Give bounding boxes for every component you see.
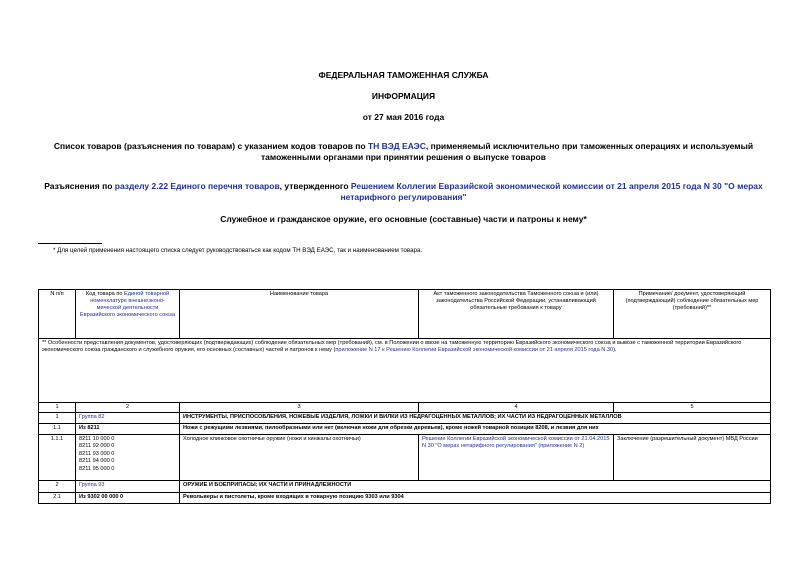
row-code [76, 481, 180, 493]
row-code: Из 8211 [76, 424, 180, 435]
section-subtitle: Служебное и гражданское оружие, его основные (составные) части и патроны к нему* [220, 214, 587, 224]
row-num: 1 [39, 413, 76, 424]
code-item: 8211 10 000 0 [79, 436, 115, 442]
row-name: Холодное клинковое охотничье оружие (ножи и кинжалы охотничьи) [180, 435, 419, 481]
table-row [39, 481, 771, 493]
header-code [76, 290, 180, 339]
table-row [39, 413, 771, 424]
row-num: 1.1 [39, 424, 76, 435]
footnote-text: * Для целей применения настоящего списка следует руководствоваться как кодом ТН ВЭД ЕАЭС, так и наименованием товара. [53, 247, 423, 254]
code-item: 8211 94 000 0 [79, 458, 115, 465]
table-row [39, 435, 771, 481]
column-number: 2 [76, 403, 180, 413]
agency-title: ФЕДЕРАЛЬНАЯ ТАМОЖЕННАЯ СЛУЖБА [318, 70, 489, 80]
row-note: Заключение (разрешительный документ) МВД России [614, 435, 771, 481]
column-numbers-row [39, 403, 771, 413]
row-num: 1.1.1 [39, 435, 76, 481]
code-item: 8211 95 000 0 [79, 465, 115, 472]
explanation-prefix: Разъяснения по [44, 181, 115, 191]
row-name: Ножи с режущими лезвиями, пилообразными или нет (включая ножи для обрезки деревьев), кроме ножей товарной позиции 8208, и лезвия для них [180, 424, 771, 435]
row-code: Из 9302 00 000 0 [76, 493, 180, 504]
section-2-22-link[interactable]: разделу 2.22 Единого перечня товаров [114, 181, 280, 191]
table-note-text: ** Особенности представления документов, удостоверяющих (подтверждающих) соблюдение обязательных мер (требований), см. в Положении о ввозе на таможенную территорию Евразийского экономического союза и вывозе с таможенной территории Евразийского экономического союза гражданского и служебного оружия, его основных (составных) частей и патронов к нему ( [42, 340, 742, 353]
list-title [40, 141, 767, 163]
column-number: 5 [614, 403, 771, 413]
table-note-end: ). [613, 347, 617, 353]
code-item: 8211 92 000 0 [79, 443, 115, 450]
header-name: Наименование товара [180, 290, 419, 339]
table-row [39, 493, 771, 504]
row-code [76, 413, 180, 424]
row-num: 2.1 [39, 493, 76, 504]
list-title-suffix: , применяемый исключительно при таможенных операциях и используемый таможенными органами при принятии решения о выпуске товаров [261, 141, 754, 162]
document-date: от 27 мая 2016 года [362, 112, 445, 122]
header-num: N п/п [39, 290, 76, 339]
explanation-title [40, 181, 767, 203]
header-act: Акт таможенного законодательства Таможенного союза и (или) законодательства Российской Федерации, устанавливающий обязательные требования к товару [419, 290, 614, 339]
table-header-row [39, 290, 771, 339]
document-type-title: ИНФОРМАЦИЯ [371, 91, 436, 101]
group-93-link[interactable]: Группа 93 [79, 482, 105, 488]
tn-ved-link[interactable]: ТН ВЭД ЕАЭС [367, 141, 426, 151]
row-name: ОРУЖИЕ И БОЕПРИПАСЫ; ИХ ЧАСТИ И ПРИНАДЛЕЖНОСТИ [180, 481, 771, 493]
header-note: Примечание/ документ, удостоверяющий (подтверждающий) соблюдение обязательных мер (требований)** [614, 290, 771, 339]
header-code-prefix: Код товара по [85, 291, 125, 297]
row-codes [76, 435, 180, 481]
list-title-prefix: Список товаров (разъяснения по товарам) с указанием кодов товаров по [53, 141, 368, 151]
column-number: 1 [39, 403, 76, 413]
table-note [39, 339, 771, 403]
table-row [39, 424, 771, 435]
group-82-link[interactable]: Группа 82 [79, 414, 105, 420]
row-act [419, 435, 614, 481]
etn-ved-link[interactable]: Единой товарной номенклатуре внешнеэконо-мической деятельности Евразийского экономического союза [79, 291, 176, 318]
decision-30-appendix-2-link[interactable]: Решение Коллегии Евразийской экономической комиссии от 21.04.2015 N 30 "О мерах нетарифного регулирования" (приложение N 2) [422, 436, 610, 449]
column-number: 4 [419, 403, 614, 413]
code-item: 8211 93 000 0 [79, 450, 115, 457]
goods-table [38, 289, 771, 504]
row-name: ИНСТРУМЕНТЫ, ПРИСПОСОБЛЕНИЯ, НОЖЕВЫЕ ИЗДЕЛИЯ, ЛОЖКИ И ВИЛКИ ИЗ НЕДРАГОЦЕННЫХ МЕТАЛЛОВ; ИХ ЧАСТИ ИЗ НЕДРАГОЦЕННЫХ МЕТАЛЛОВ [180, 413, 771, 424]
row-name: Револьверы и пистолеты, кроме входящих в товарную позицию 9303 или 9304 [180, 493, 771, 504]
column-number: 3 [180, 403, 419, 413]
appendix-17-link[interactable]: приложение N 17 к Решению Коллегии Евразийской экономической комиссии от 21 апреля 2015 года N 30 [335, 347, 614, 353]
decision-30-link[interactable]: Решением Коллегии Евразийской экономической комиссии от 21 апреля 2015 года N 30 "О мерах нетарифного регулирования" [340, 181, 763, 202]
row-num: 2 [39, 481, 76, 493]
footnote-divider [38, 243, 102, 244]
explanation-mid: , утвержденного [279, 181, 351, 191]
table-note-row [39, 339, 771, 403]
